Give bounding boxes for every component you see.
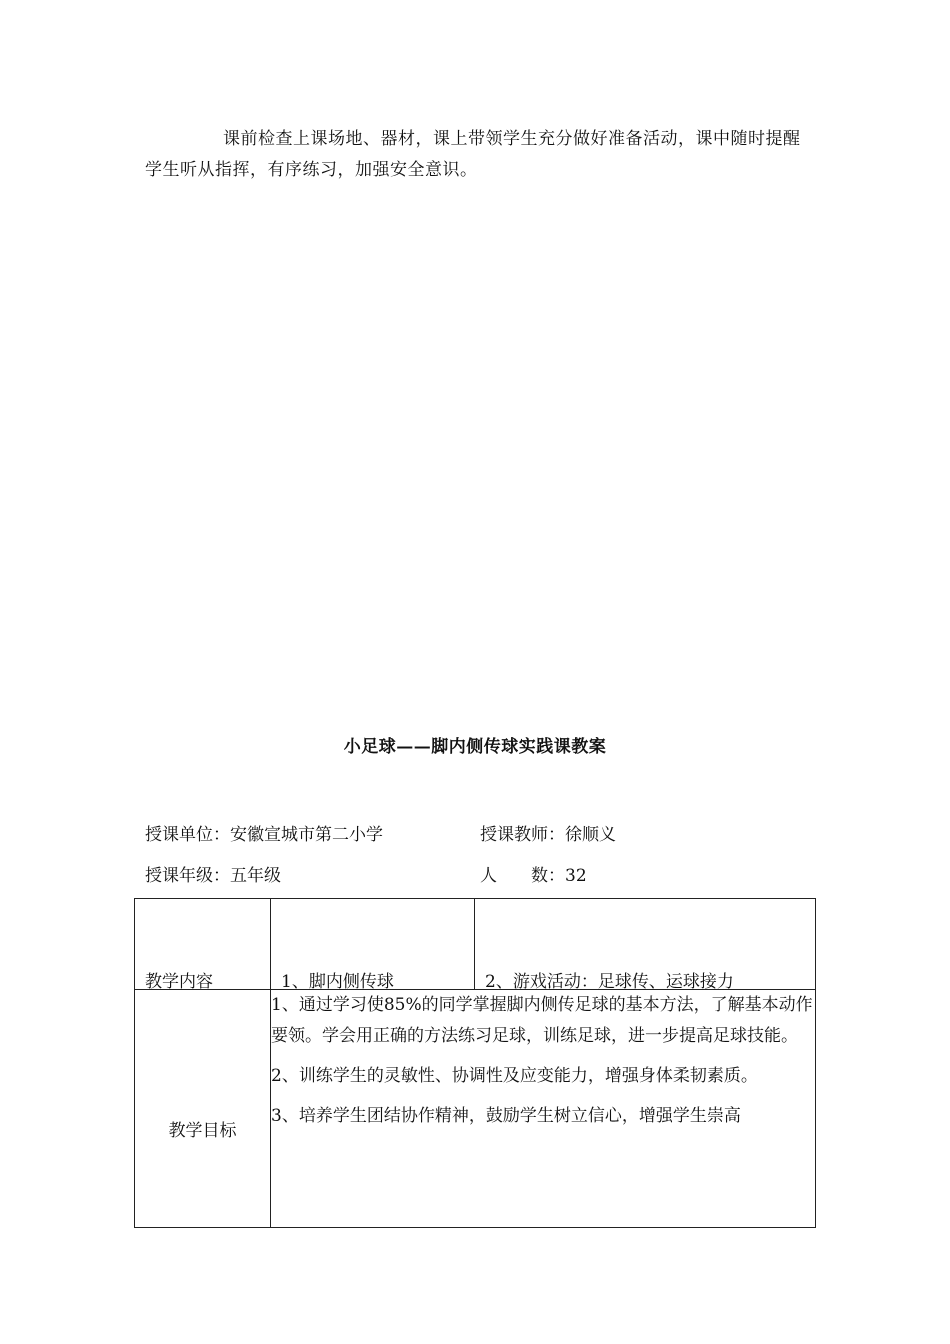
lesson-plan-title: 小足球——脚内侧传球实践课教案 [343,737,607,757]
table-row [135,899,816,990]
goals-label: 教学目标 [135,990,271,1228]
table-row [135,990,816,1228]
goal-item: 3、培养学生团结协作精神，鼓励学生树立信心，增强学生崇高 [271,1106,741,1126]
content-item-cell [475,899,816,990]
content-label: 教学内容 [145,972,213,992]
teaching-unit: 授课单位：安徽宣城市第二小学 [145,825,383,845]
content-item-1: 1、脚内侧传球 [281,972,394,992]
goal-item: 2、训练学生的灵敏性、协调性及应变能力，增强身体柔韧素质。 [271,1066,758,1086]
content-item-2: 2、游戏活动：足球传、运球接力 [485,972,734,992]
goals-cell [271,990,816,1228]
grade-level: 授课年级：五年级 [145,866,281,886]
teacher-name: 授课教师：徐顺义 [480,825,616,845]
intro-paragraph: 课前检查上课场地、器材，课上带领学生充分做好准备活动，课中随时提醒学生听从指挥，有序练习，加强安全意识。 [145,129,801,180]
lesson-plan-table [134,898,816,1228]
goal-item: 1、通过学习使85%的同学掌握脚内侧传足球的基本方法，了解基本动作要领。学会用正确的方法练习足球，训练足球，进一步提高足球技能。 [271,995,813,1046]
student-count: 人 数：32 [480,866,587,886]
content-item-cell [271,899,475,990]
content-label-cell [135,899,271,990]
